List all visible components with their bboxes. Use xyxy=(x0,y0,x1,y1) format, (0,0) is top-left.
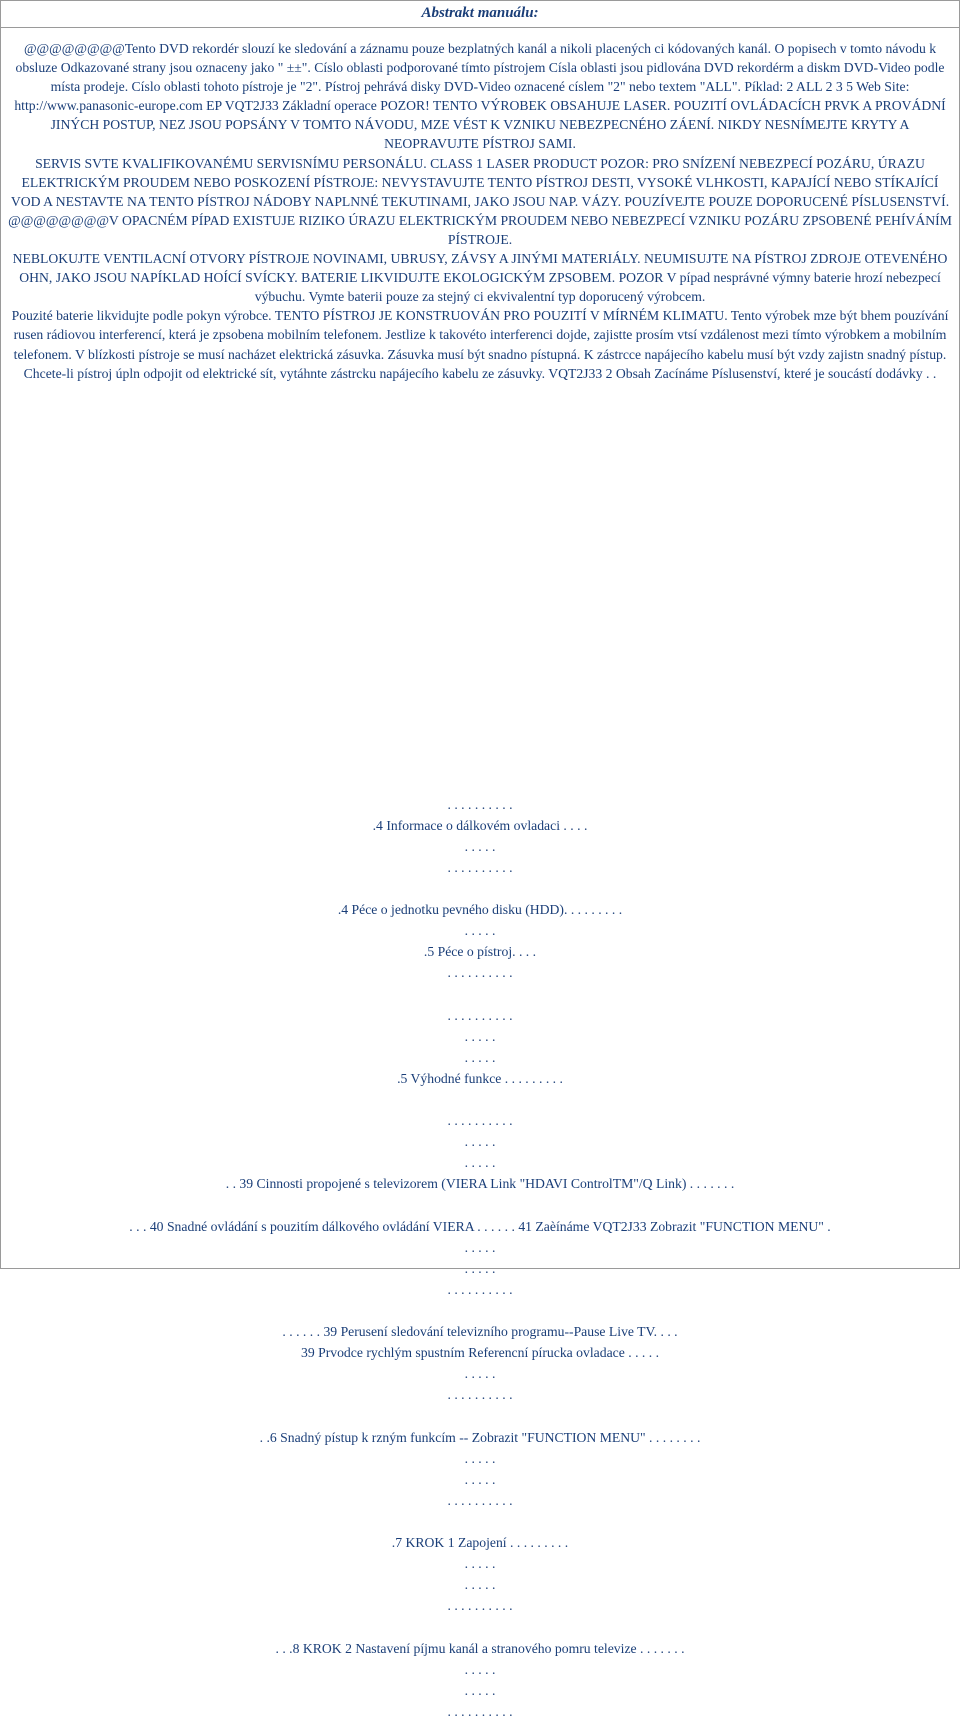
abstract-body xyxy=(1,28,959,383)
toc-line: .5 Výhodné funkce . . . . . . . . . xyxy=(397,1070,563,1086)
document-title: Abstrakt manuálu: xyxy=(1,1,959,28)
toc-line: . . . . . xyxy=(464,923,496,939)
toc-line: . . . . . . . . . . xyxy=(447,1492,513,1508)
toc-line: . . . . . xyxy=(464,1471,496,1487)
toc-line: .4 Informace o dálkovém ovladaci . . . . xyxy=(372,817,588,833)
toc-line: . . . . . xyxy=(464,1682,496,1698)
toc-line: . . . . . xyxy=(464,1260,496,1276)
toc-line: . . . . . . . . . . xyxy=(447,1598,513,1614)
toc-line: . . . . . . 39 Perusení sledování televizního programu--Pause Live TV. . . . xyxy=(282,1324,678,1340)
toc-line: . . . . . xyxy=(464,1028,496,1044)
toc-line: . . . . . xyxy=(464,1134,496,1150)
toc-line: . . . 40 Snadné ovládání s pouzitím dálkového ovládání VIERA . . . . . . 41 Zaèínáme VQT2J33 Zobrazit "FUNCTION MENU" . xyxy=(129,1218,831,1234)
toc-line: .5 Péce o pístroj. . . . xyxy=(423,944,537,960)
toc-line: . . . . . . . . . . xyxy=(447,1387,513,1403)
toc-line: . . . . . . . . . . xyxy=(447,1113,513,1129)
toc-line: . . . . . . . . . . xyxy=(447,965,513,981)
toc-line: . . . . . xyxy=(464,1661,496,1677)
toc-line: . . . . . . . . . . xyxy=(447,1281,513,1297)
paragraph-2: SERVIS SVTE KVALIFIKOVANÉMU SERVISNÍMU PERSONÁLU. CLASS 1 LASER PRODUCT POZOR: PRO SNÍZENÍ NEBEZPECÍ POZÁRU, ÚRAZU ELEKTRICKÝM PROUDEM NEBO POSKOZENÍ PÍSTROJE: NEVYSTAVUJTE TENTO PÍSTROJ DESTI, VYSOKÉ VLHKOSTI, KAPAJÍCÍ NEBO STÍKAJÍCÍ VOD A NESTAVTE NA TENTO PÍSTROJ NÁDOBY NAPLNNÉ TEKUTINAMI, JAKO JSOU NAP. VÁZY. POUZÍVEJTE POUZE DOPORUCENÉ PÍSLUSENSTVÍ. @@@@@@@@V OPACNÉM PÍPAD EXISTUJE RIZIKO ÚRAZU ELEKTRICKÝM PROUDEM NEBO NEBEZPECÍ VZNIKU POZÁRU ZPSOBENÉ PEHÍVÁNÍM PÍSTROJE. xyxy=(8,155,952,247)
toc-line: . . . . . xyxy=(464,1049,496,1065)
toc-line: . . . . . xyxy=(464,1366,496,1382)
toc-line: .4 Péce o jednotku pevného disku (HDD). . . . . . . . . xyxy=(337,902,623,918)
toc-line: . . . . . . . . . . xyxy=(447,859,513,875)
toc-line: . . . . . xyxy=(464,1577,496,1593)
toc-line: . . 39 Cinnosti propojené s televizorem (VIERA Link "HDAVI ControlTM"/Q Link) . . . . . . . xyxy=(225,1176,735,1192)
toc-line: . .6 Snadný pístup k rzným funkcím -- Zobrazit "FUNCTION MENU" . . . . . . . . xyxy=(259,1429,701,1445)
toc-line: .7 KROK 1 Zapojení . . . . . . . . . xyxy=(391,1535,569,1551)
toc-line: 39 Prvodce rychlým spustním Referencní pírucka ovladace . . . . . xyxy=(300,1345,660,1361)
paragraph-3: NEBLOKUJTE VENTILACNÍ OTVORY PÍSTROJE NOVINAMI, UBRUSY, ZÁVSY A JINÝMI MATERIÁLY. NEUMISUJTE NA PÍSTROJ ZDROJE OTEVENÉHO OHN, JAKO JSOU NAPÍKLAD HOÍCÍ SVÍCKY. BATERIE LIKVIDUJTE EKOLOGICKÝM ZPSOBEM. POZOR V pípad nesprávné výmny baterie hrozí nebezpecí výbuchu. Vymte baterii pouze za stejný ci ekvivalentní typ doporucený výrobcem. xyxy=(12,251,948,305)
toc-line: . . . . . xyxy=(464,838,496,854)
paragraph-4: Pouzité baterie likvidujte podle pokyn výrobce. TENTO PÍSTROJ JE KONSTRUOVÁN PRO POUZITÍ V MÍRNÉM KLIMATU. Tento výrobek mze být bhem pouzívání rusen rádiovou interferencí, která je zpsobena mobilním telefonem. Jestlize k takovéto interferenci dojde, zajistte prosím vtsí vzdálenost mezi tímto výrobkem a mobilním telefonem. V blízkosti pístroje se musí nacházet elektrická zásuvka. Zásuvka musí být snadno pístupná. K zástrcce napájecího kabelu musí být vzdy zajistn snadný pístup. Chcete-li pístroj úpln odpojit od elektrické sít, vytáhnte zástrcku napájecího kabelu ze zásuvky. VQT2J33 2 Obsah Zacínáme Píslusenství, které je soucástí dodávky . . xyxy=(11,308,949,381)
toc-line: . . . . . xyxy=(464,1450,496,1466)
toc-line: . . .8 KROK 2 Nastavení píjmu kanál a stranového pomru televize . . . . . . . xyxy=(275,1640,685,1656)
toc-line: . . . . . xyxy=(464,1155,496,1171)
toc-line: . . . . . . . . . . xyxy=(447,1007,513,1023)
paragraph-1: @@@@@@@@Tento DVD rekordér slouzí ke sledování a záznamu pouze bezplatných kanál a nikoli placených ci kódovaných kanál. O popisech v tomto návodu k obsluze Odkazované strany jsou oznaceny jako " ±±". Císlo oblasti podporované tímto pístrojem Císla oblasti jsou pidlována DVD rekordérm a diskm DVD-Video podle místa prodeje. Císlo oblasti tohoto pístroje je "2". Pístroj pehrává disky DVD-Video oznacené císlem "2" nebo textem "ALL". Píklad: 2 ALL 2 3 5 Web Site: http://www.panasonic-europe.com EP VQT2J33 Základní operace POZOR! TENTO VÝROBEK OBSAHUJE LASER. POUZITÍ OVLÁDACÍCH PRVK A PROVÁDNÍ JINÝCH POSTUP, NEZ JSOU POPSÁNY V TOMTO NÁVODU, MZE VÉST K VZNIKU NEBEZPECNÉHO ZÁENÍ. NIKDY NESNÍMEJTE KRYTY A NEOPRAVUJTE PÍSTROJ SAMI. xyxy=(14,41,946,152)
toc-line: . . . . . xyxy=(464,1556,496,1572)
toc-line: . . . . . . . . . . xyxy=(447,796,513,812)
toc-line: . . . . . . . . . . xyxy=(447,1703,513,1719)
toc-line: . . . . . xyxy=(464,1239,496,1255)
